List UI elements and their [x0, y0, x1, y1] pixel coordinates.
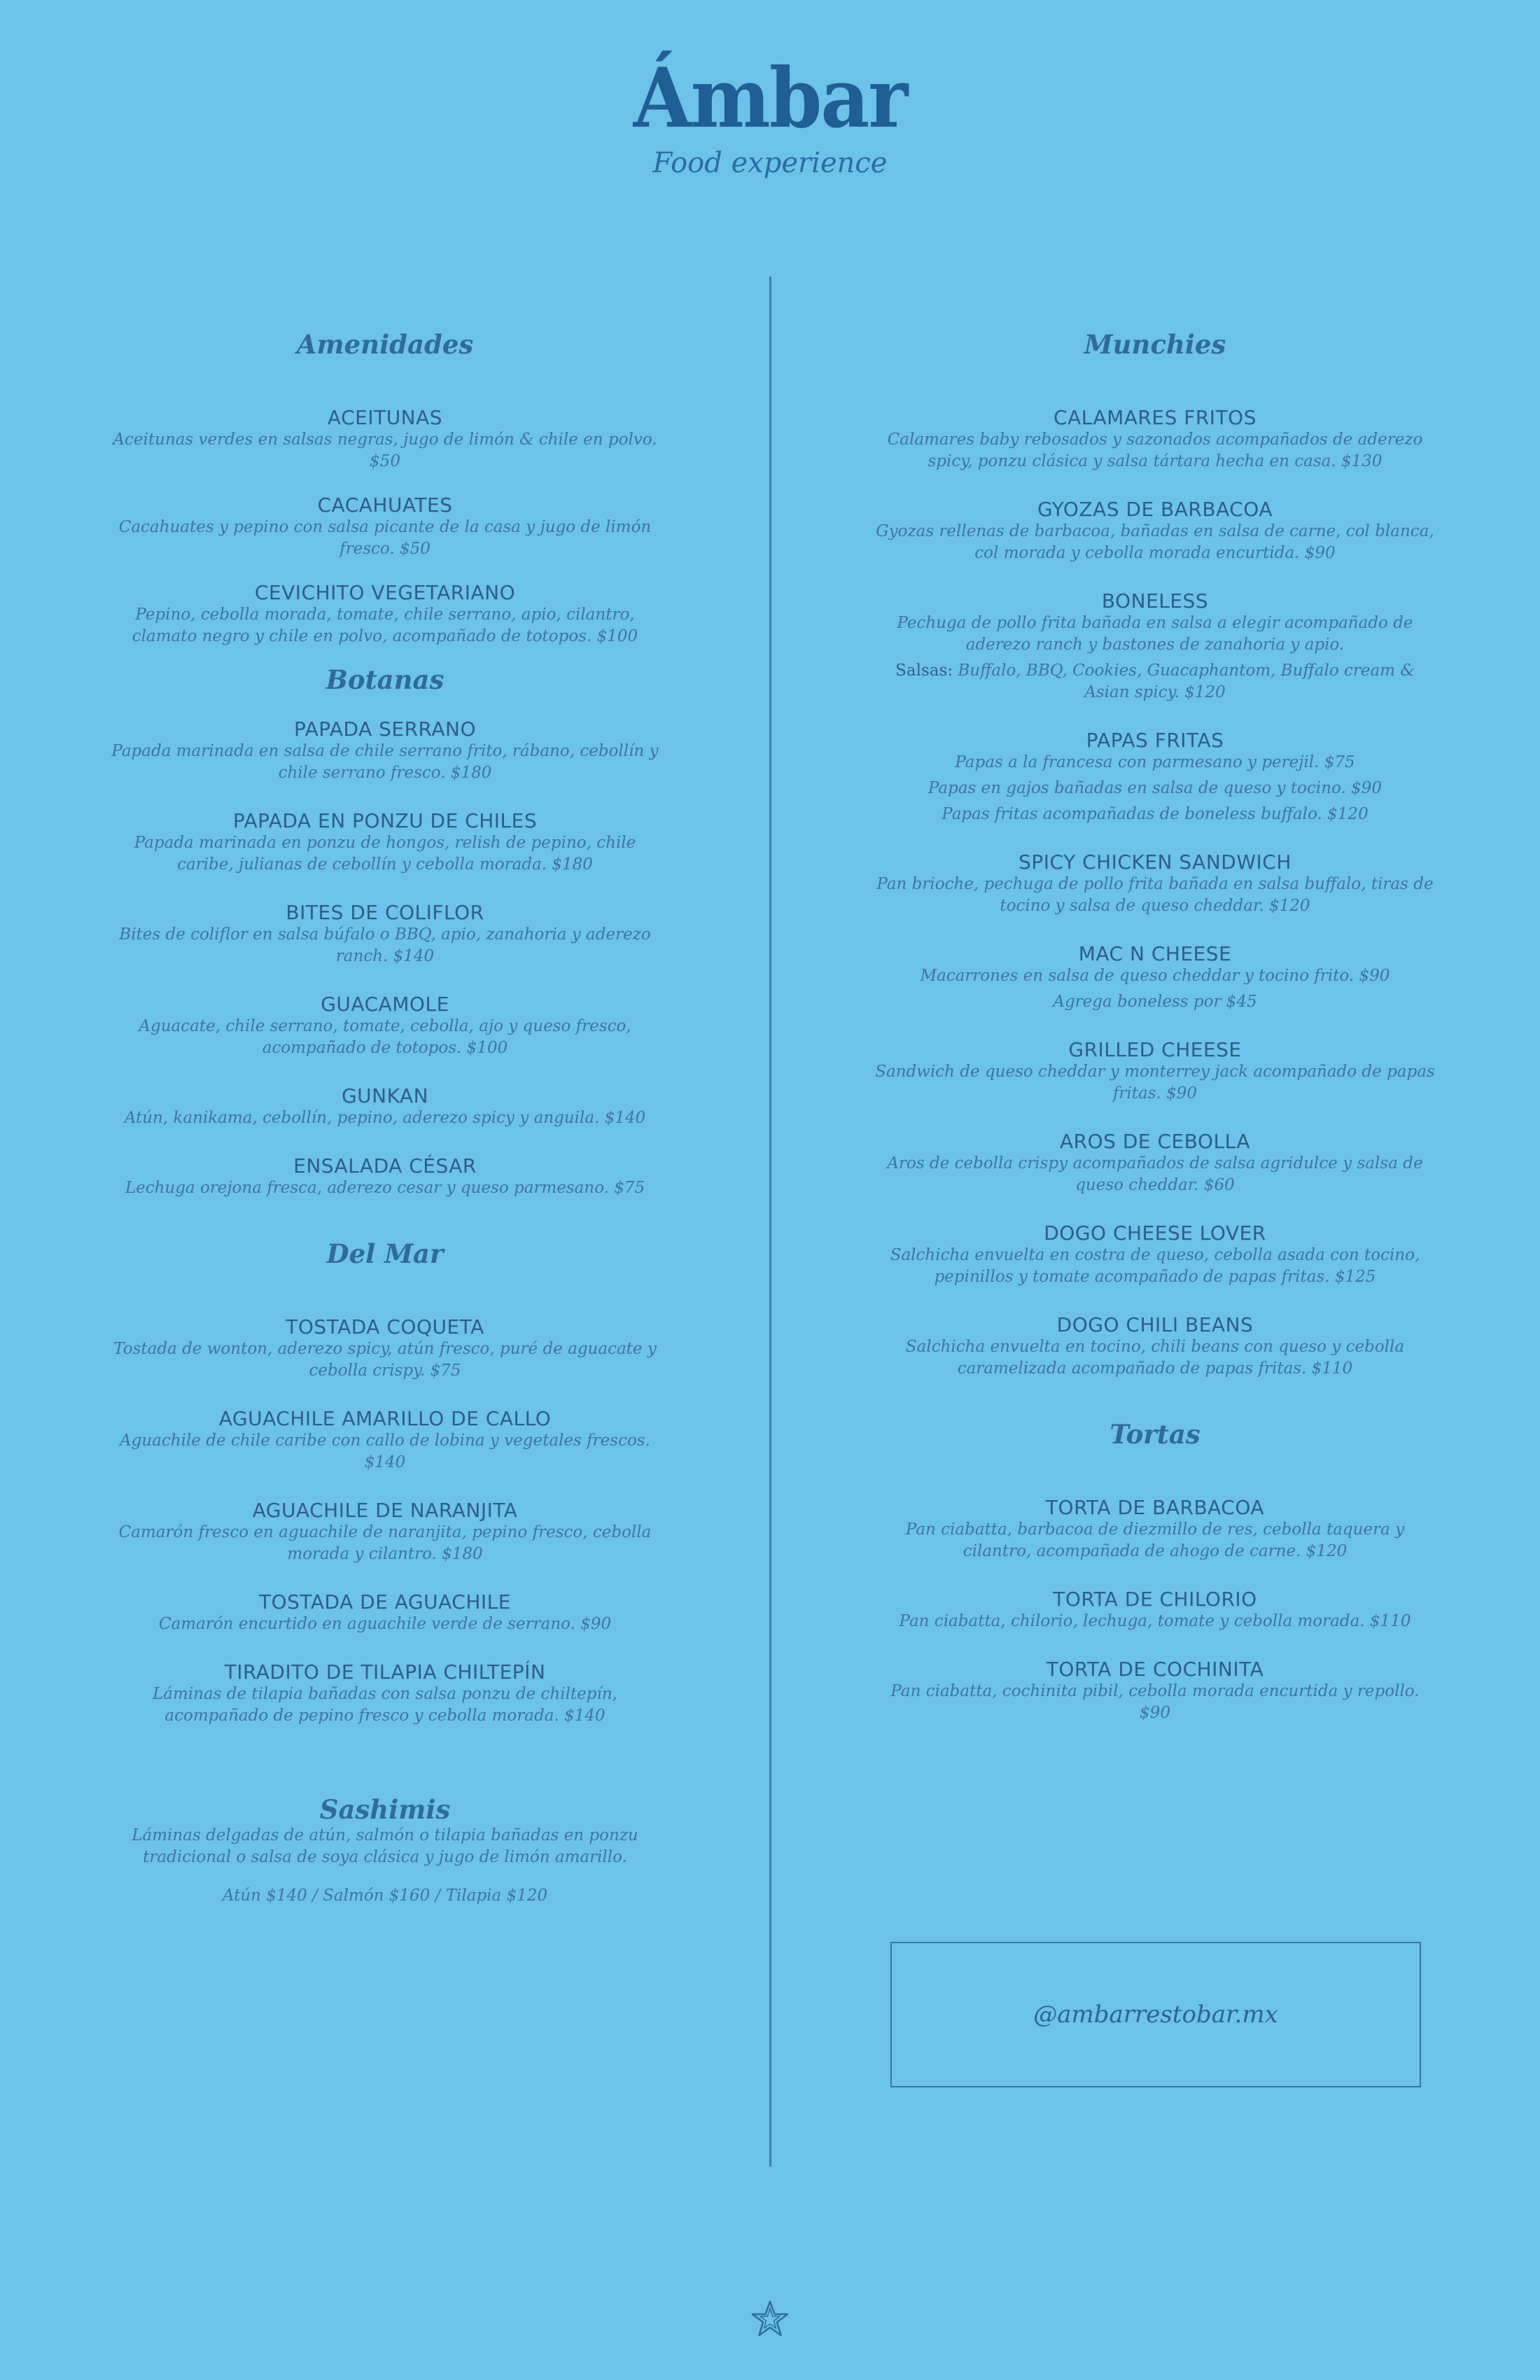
item-description: Papada marinada en salsa de chile serrano frito, rábano, cebollín y chile serrano fresco. $180	[111, 742, 659, 782]
item-name: AROS DE CEBOLLA	[1060, 1130, 1250, 1153]
item-description: Aros de cebolla crispy acompañados de salsa agridulce y salsa de queso cheddar. $60	[887, 1154, 1423, 1194]
item-name: AGUACHILE AMARILLO DE CALLO	[218, 1407, 552, 1430]
menu-item	[105, 1084, 665, 1129]
menu-item	[875, 942, 1435, 1013]
item-name: ACEITUNAS	[327, 406, 443, 429]
item-description: Pan ciabatta, cochinita pibil, cebolla morada encurtida y repollo. $90	[890, 1682, 1420, 1722]
menu-item	[875, 1496, 1435, 1562]
menu-item	[105, 1407, 665, 1474]
section-title-del-mar: Del Mar	[326, 1238, 444, 1269]
section-title-amenidades: Amenidades	[296, 329, 474, 360]
item-name: PAPADA EN PONZU DE CHILES	[232, 809, 538, 832]
social-handle: @ambarrestobar.mx	[1033, 2001, 1278, 2029]
item-name: PAPAS FRITAS	[1086, 729, 1224, 752]
salsas-label: Salsas:	[895, 662, 953, 680]
item-name: ENSALADA CÉSAR	[293, 1154, 477, 1177]
menu-item	[875, 1658, 1435, 1724]
item-name: SPICY CHICKEN SANDWICH	[1018, 850, 1292, 874]
item-description: Papada marinada en ponzu de hongos, relish de pepino, chile caribe, julianas de cebollín y cebolla morada. $180	[134, 834, 636, 874]
menu-item	[875, 498, 1435, 564]
section-title-botanas: Botanas	[326, 664, 444, 695]
item-name: GUACAMOLE	[321, 993, 449, 1016]
section-title-tortas: Tortas	[1110, 1419, 1200, 1450]
brand-logo: Ámbar	[633, 50, 907, 147]
menu-item	[105, 1154, 665, 1199]
item-salsas	[875, 660, 1435, 704]
menu-item	[105, 1660, 665, 1727]
menu-item	[105, 901, 665, 967]
menu-item	[105, 581, 665, 648]
item-name: TIRADITO DE TILAPIA CHILTEPÍN	[224, 1660, 546, 1684]
item-description: Láminas de tilapia bañadas con salsa ponzu de chiltepín, acompañado de pepino fresco y cebolla morada. $140	[152, 1685, 617, 1725]
right-column	[875, 329, 1435, 1724]
menu-item	[105, 809, 665, 876]
item-description: Atún, kanikama, cebollín, pepino, aderezo spicy y anguila. $140	[124, 1109, 646, 1127]
item-option: Macarrones en salsa de queso cheddar y tocino frito. $90	[920, 967, 1390, 985]
item-option: Papas fritas acompañadas de boneless buffalo. $120	[941, 805, 1368, 823]
menu-item	[875, 1222, 1435, 1288]
salsas-list: Buffalo, BBQ, Cookies, Guacaphantom, Buffalo cream & Asian spicy. $120	[953, 662, 1415, 701]
item-name: TORTA DE COCHINITA	[1046, 1658, 1264, 1681]
item-description: Lechuga orejona fresca, aderezo cesar y queso parmesano. $75	[125, 1179, 645, 1197]
item-description: Camarón fresco en aguachile de naranjita, pepino fresco, cebolla morada y cilantro. $180	[118, 1523, 652, 1563]
item-description: Pan ciabatta, barbacoa de diezmillo de res, cebolla taquera y cilantro, acompañada de ahogo de carne. $120	[905, 1520, 1405, 1560]
menu-item	[875, 1130, 1435, 1196]
item-name: GRILLED CHEESE	[1068, 1038, 1242, 1061]
item-description: Salchicha envuelta en tocino, chili beans con queso y cebolla caramelizada acompañado de papas fritas. $110	[905, 1338, 1405, 1378]
item-name: TORTA DE CHILORIO	[1053, 1588, 1257, 1611]
item-description: Bites de coliflor en salsa búfalo o BBQ, apio, zanahoria y aderezo ranch. $140	[119, 925, 651, 965]
item-option: Papas en gajos bañadas en salsa de queso y tocino. $90	[927, 779, 1382, 797]
item-name: TOSTADA DE AGUACHILE	[259, 1590, 511, 1614]
item-name: PAPADA SERRANO	[294, 718, 476, 741]
item-description: Pan ciabatta, chilorio, lechuga, tomate y cebolla morada. $110	[899, 1612, 1411, 1630]
menu-item	[875, 1038, 1435, 1105]
item-description: Pechuga de pollo frita bañada en salsa a elegir acompañado de aderezo ranch y bastones de zanahoria y apio.	[897, 614, 1413, 654]
item-name: GYOZAS DE BARBACOA	[1037, 498, 1273, 521]
item-description: Gyozas rellenas de barbacoa, bañadas en salsa de carne, col blanca, col morada y cebolla morada encurtida. $90	[876, 522, 1434, 562]
item-description: Pan brioche, pechuga de pollo frita bañada en salsa buffalo, tiras de tocino y salsa de queso cheddar. $120	[876, 875, 1434, 915]
menu-item	[875, 1588, 1435, 1632]
item-name: AGUACHILE DE NARANJITA	[252, 1499, 518, 1522]
item-description: Cacahuates y pepino con salsa picante de la casa y jugo de limón fresco. $50	[118, 518, 652, 558]
item-description: Tostada de wonton, aderezo spicy, atún fresco, puré de aguacate y cebolla crispy. $75	[113, 1340, 657, 1380]
sashimis-description: Láminas delgadas de atún, salmón o tilapia bañadas en ponzu tradicional o salsa de soya clásica y jugo de limón amarillo.	[132, 1826, 638, 1866]
menu-item	[875, 406, 1435, 472]
item-name: MAC N CHEESE	[1078, 942, 1232, 965]
menu-item	[105, 718, 665, 784]
item-option: Papas a la francesa con parmesano y perejil. $75	[955, 753, 1355, 771]
item-name: GUNKAN	[341, 1084, 429, 1107]
sashimis-prices: Atún $140 / Salmón $160 / Tilapia $120	[222, 1886, 548, 1905]
left-column	[105, 329, 665, 1907]
item-option: Agrega boneless por $45	[1053, 993, 1257, 1011]
menu-item	[105, 1590, 665, 1635]
item-name: DOGO CHEESE LOVER	[1044, 1222, 1266, 1245]
section-title-sashimis: Sashimis	[319, 1794, 451, 1825]
item-name: TORTA DE BARBACOA	[1045, 1496, 1265, 1519]
item-description: Pepino, cebolla morada, tomate, chile serrano, apio, cilantro, clamato negro y chile en polvo, acompañado de totopos. $100	[132, 606, 638, 645]
social-handle-box	[890, 1942, 1421, 2087]
menu-item	[875, 589, 1435, 704]
menu-item	[105, 406, 665, 472]
item-name: CEVICHITO VEGETARIANO	[254, 581, 516, 604]
item-description: Sandwich de queso cheddar y monterrey jack acompañado de papas fritas. $90	[875, 1063, 1435, 1102]
item-description: Aguacate, chile serrano, tomate, cebolla, ajo y queso fresco, acompañado de totopos. $100	[139, 1017, 631, 1057]
menu-item	[875, 1313, 1435, 1380]
item-name: DOGO CHILI BEANS	[1056, 1313, 1254, 1336]
brand-tagline: Food experience	[652, 147, 888, 179]
star-icon	[749, 2299, 791, 2341]
section-title-munchies: Munchies	[1084, 329, 1226, 360]
item-name: CALAMARES FRITOS	[1054, 406, 1256, 429]
menu-item	[875, 850, 1435, 917]
menu-item	[105, 1315, 665, 1382]
item-name: BONELESS	[1101, 589, 1209, 612]
menu-item	[105, 493, 665, 560]
item-name: CACAHUATES	[317, 493, 453, 517]
item-description: Calamares baby rebosados y sazonados acompañados de aderezo spicy, ponzu clásica y salsa tártara hecha en casa. $130	[887, 430, 1423, 470]
item-description: Aceitunas verdes en salsas negras, jugo de limón & chile en polvo. $50	[113, 430, 657, 470]
menu-item	[105, 993, 665, 1059]
item-description: Salchicha envuelta en costra de queso, cebolla asada con tocino, pepinillos y tomate acompañado de papas fritas. $125	[890, 1246, 1420, 1286]
menu-item	[875, 729, 1435, 825]
item-name: TOSTADA COQUETA	[286, 1315, 484, 1338]
item-name: BITES DE COLIFLOR	[286, 901, 484, 924]
column-divider	[769, 276, 771, 2166]
menu-item	[105, 1499, 665, 1565]
item-description: Camarón encurtido en aguachile verde de serrano. $90	[158, 1615, 612, 1633]
item-description: Aguachile de chile caribe con callo de lobina y vegetales frescos. $140	[120, 1432, 650, 1471]
